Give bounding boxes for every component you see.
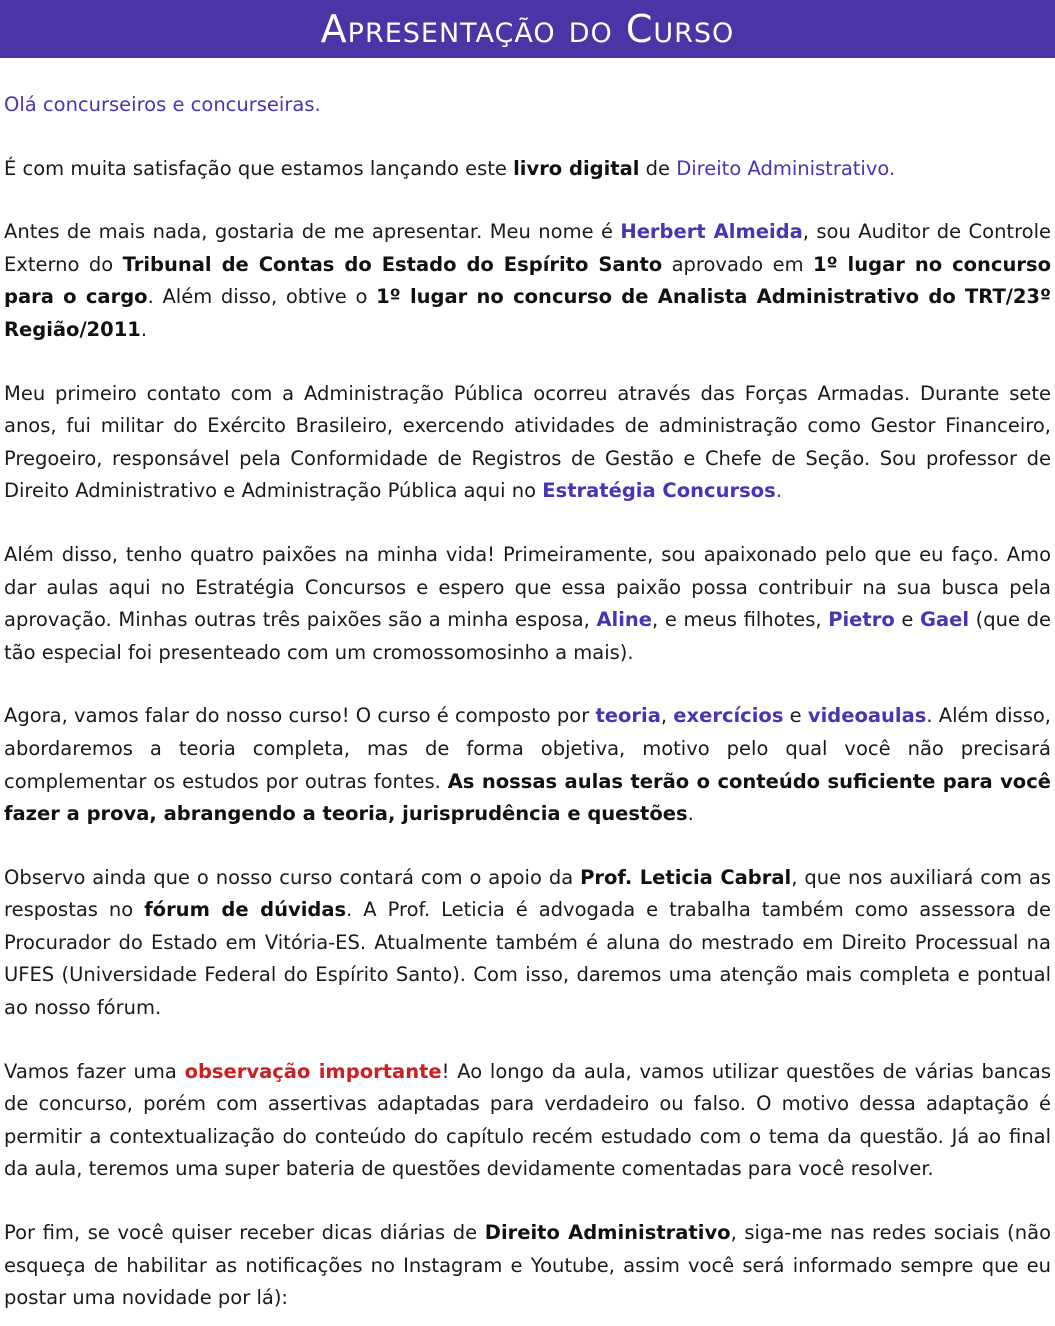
paragraph-passions: Além disso, tenho quatro paixões na minha vida! Primeiramente, sou apaixonado pelo que eu faço. Amo dar aulas aqui no Estratégia Concursos e espero que essa paixão possa contribuir na sua busca pela aprovação. Minhas outras três paixões são a minha esposa, Aline, e meus filhotes, Pietro e Gael (que de tão especial foi presenteado com um cromossomosinho a mais). <box>4 542 1051 664</box>
paragraph-intro: É com muita satisfação que estamos lançando este livro digital de Direito Administrativo. <box>4 156 896 180</box>
paragraph-greeting: Olá concurseiros e concurseiras. <box>4 93 321 116</box>
estrategia-concursos-text: Estratégia Concursos <box>542 479 776 503</box>
paragraph-background: Meu primeiro contato com a Administração Pública ocorreu através das Forças Armadas. Durante sete anos, fui militar do Exército Brasileiro, exercendo atividades de administração como Gestor Financeiro, Pregoeiro, responsável pela Conformidade de Registros de Gestão e Chefe de Seção. Sou professor de Direito Administrativo e Administração Pública aqui no Estratégia Concursos. <box>4 381 1051 503</box>
section-title-banner <box>0 0 1055 58</box>
paragraph-course: Agora, vamos falar do nosso curso! O curso é composto por teoria, exercícios e videoaulas. Além disso, abordaremos a teoria completa, mas de forma objetiva, motivo pelo qual você não precisará complementar os estudos por outras fontes. As nossas aulas terão o conteúdo suficiente para você fazer a prova, abrangendo a teoria, jurisprudência e questões. <box>4 704 1051 826</box>
section-title: Apresentação do Curso <box>320 7 735 51</box>
paragraph-observation: Vamos fazer uma observação importante! Ao longo da aula, vamos utilizar questões de várias bancas de concurso, porém com assertivas adaptadas para verdadeiro ou falso. O motivo dessa adaptação é permitir a contextualização do conteúdo do capítulo recém estudado com o tema da questão. Já ao final da aula, teremos uma super bateria de questões devidamente comentadas para você resolver. <box>4 1059 1051 1181</box>
greeting-text: Olá concurseiros e concurseiras <box>4 93 315 116</box>
author-name: Herbert Almeida <box>620 220 803 244</box>
highlight-livro-digital: livro digital <box>513 156 640 180</box>
highlight-direito-administrativo: Direito Administrativo <box>676 156 889 180</box>
document-body <box>0 89 1055 1315</box>
paragraph-social: Por fim, se você quiser receber dicas diárias de Direito Administrativo, siga-me nas redes sociais (não esqueça de habilitar as notificações no Instagram e Youtube, assim você será informado sempre que eu postar uma novidade por lá): <box>4 1221 1052 1310</box>
important-note: observação importante <box>184 1059 442 1083</box>
paragraph-support: Observo ainda que o nosso curso contará com o apoio da Prof. Leticia Cabral, que nos auxiliará com as respostas no fórum de dúvidas. A Prof. Leticia é advogada e trabalha também como assessora de Procurador do Estado em Vitória-ES. Atualmente também é aluna do mestrado em Direito Processual na UFES (Universidade Federal do Espírito Santo). Com isso, daremos uma atenção mais completa e pontual ao nosso fórum. <box>4 865 1052 1020</box>
paragraph-author: Antes de mais nada, gostaria de me apresentar. Meu nome é Herbert Almeida, sou Auditor de Controle Externo do Tribunal de Contas do Estado do Espírito Santo aprovado em 1º lugar no concurso para o cargo. Além disso, obtive o 1º lugar no concurso de Analista Administrativo do TRT/23º Região/2011. <box>4 220 1052 341</box>
